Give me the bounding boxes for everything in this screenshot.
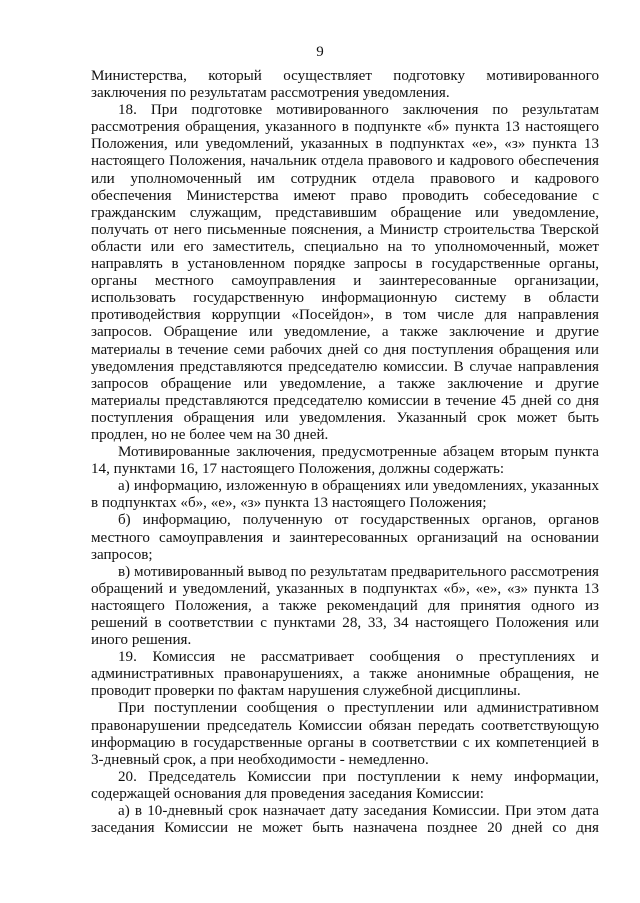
paragraph: Министерства, который осуществляет подготовку мотивированного заключения по результатам рассмотрения уведомления.: [91, 68, 599, 102]
paragraph: а) в 10-дневный срок назначает дату заседания Комиссии. При этом дата заседания Комиссии не может быть назначена позднее 20 дней со дня: [91, 803, 599, 837]
page-number: 9: [316, 44, 324, 60]
paragraph: 18. При подготовке мотивированного заключения по результатам рассмотрения обращения, указанного в подпункте «б» пункта 13 настоящего Положения, или уведомлений, указанных в подпунктах «е», «з» пункта 13 настоящего Положения, начальник отдела правового и кадрового обеспечения или уполномоченный им сотрудник отдела правового и кадрового обеспечения Министерства имеют право проводить собеседование с гражданским служащим, представившим обращение или уведомление, получать от него письменные пояснения, а Министр строительства Тверской области или его заместитель, специально на то уполномоченный, может направлять в установленном порядке запросы в государственные органы, органы местного самоуправления и заинтересованные организации, использовать государственную информационную систему в области противодействия коррупции «Посейдон», в том числе для направления запросов. Обращение или уведомление, а также заключение и другие материалы в течение семи рабочих дней со дня поступления обращения или уведомления представляются председателю комиссии. В случае направления запросов обращение или уведомление, а также заключение и другие материалы представляются председателю комиссии в течение 45 дней со дня поступления обращения или уведомления. Указанный срок может быть продлен, но не более чем на 30 дней.: [91, 102, 599, 443]
document-body: [91, 68, 599, 837]
paragraph: При поступлении сообщения о преступлении или административном правонарушении председатель Комиссии обязан передать соответствующую информацию в государственные органы в соответствии с их компетенцией в 3-дневный срок, а при необходимости - немедленно.: [91, 700, 599, 768]
paragraph: Мотивированные заключения, предусмотренные абзацем вторым пункта 14, пунктами 16, 17 настоящего Положения, должны содержать:: [91, 444, 599, 478]
paragraph: б) информацию, полученную от государственных органов, органов местного самоуправления и заинтересованных организаций на основании запросов;: [91, 512, 599, 563]
paragraph: 19. Комиссия не рассматривает сообщения о преступлениях и административных правонарушениях, а также анонимные обращения, не проводит проверки по фактам нарушения служебной дисциплины.: [91, 649, 599, 700]
paragraph: 20. Председатель Комиссии при поступлении к нему информации, содержащей основания для проведения заседания Комиссии:: [91, 768, 599, 802]
paragraph: в) мотивированный вывод по результатам предварительного рассмотрения обращений и уведомлений, указанных в подпунктах «б», «е», «з» пункта 13 настоящего Положения, а также рекомендаций для принятия одного из решений в соответствии с пунктами 28, 33, 34 настоящего Положения или иного решения.: [91, 563, 599, 649]
paragraph: а) информацию, изложенную в обращениях или уведомлениях, указанных в подпунктах «б», «е», «з» пункта 13 настоящего Положения;: [91, 478, 599, 512]
